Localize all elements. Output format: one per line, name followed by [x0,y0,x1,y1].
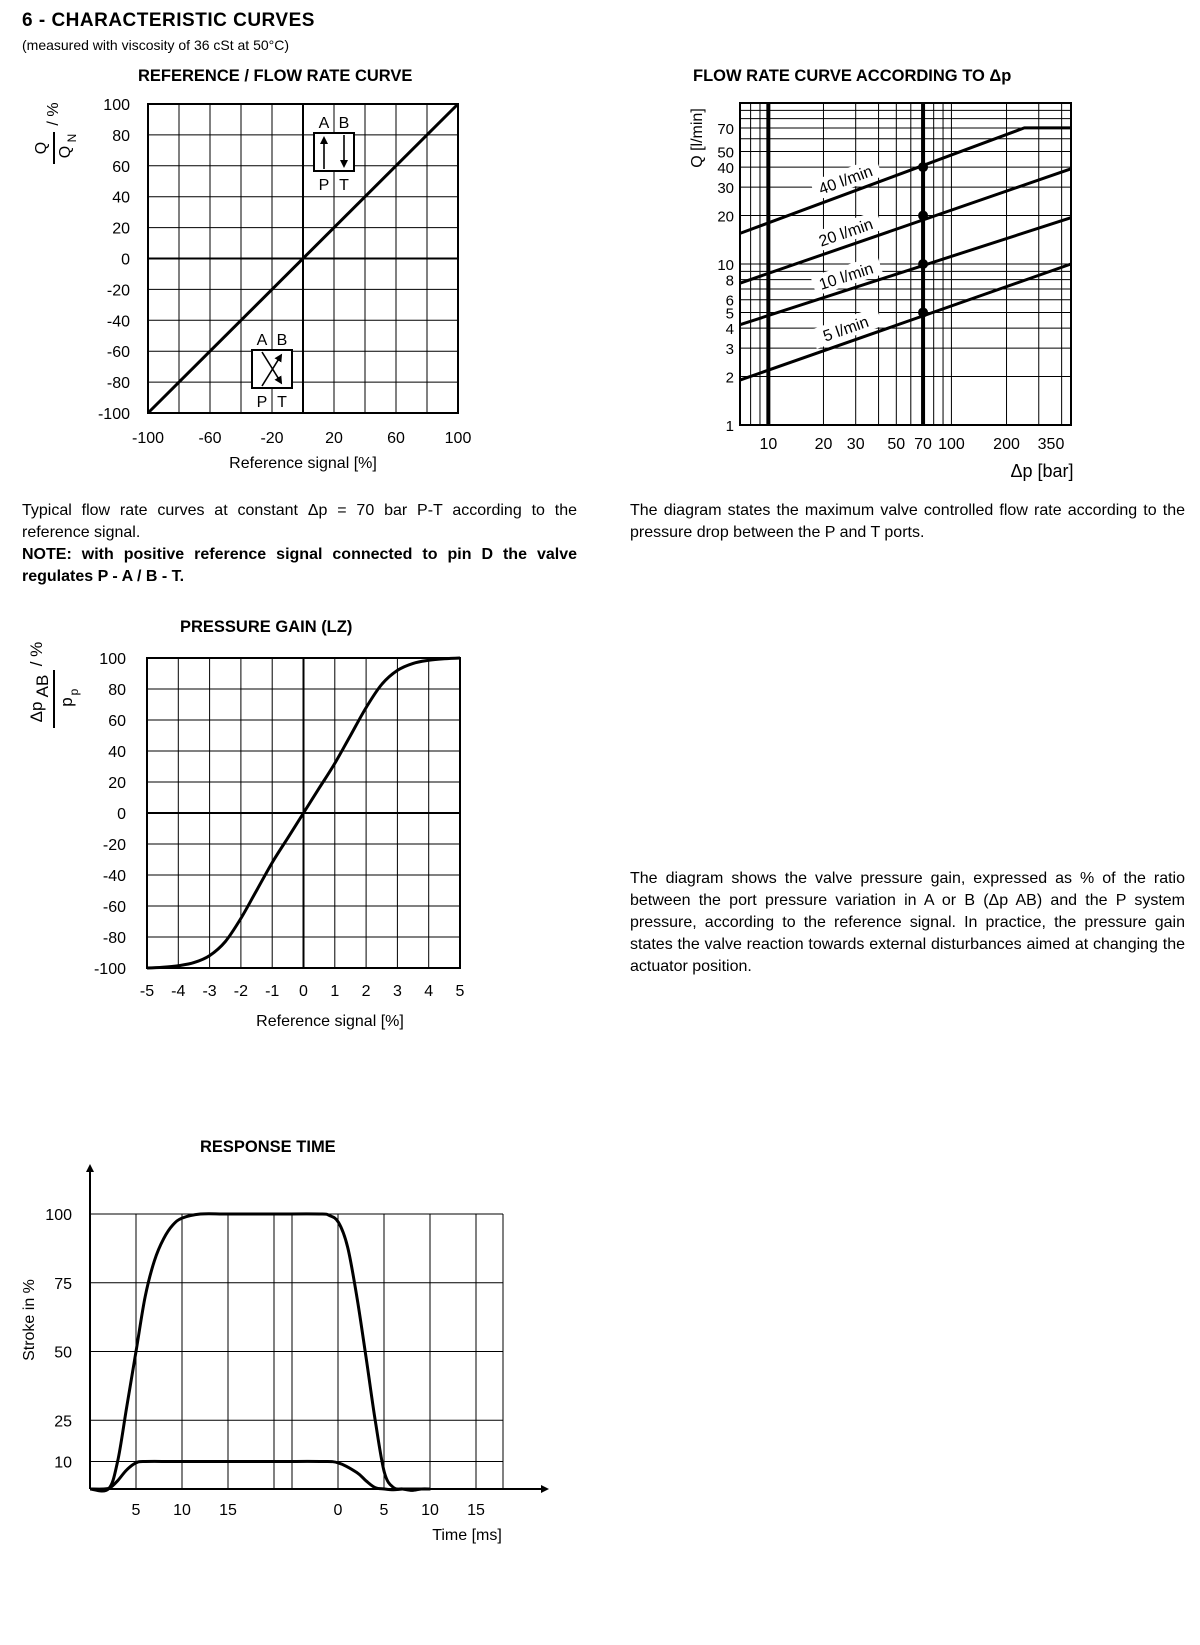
y-tick-label: -40 [102,868,126,885]
x-tick-label: 0 [299,983,308,1000]
data-marker [918,307,928,317]
x-tick-label: 50 [887,436,906,453]
x-tick-label: -3 [202,983,217,1000]
data-marker [918,211,928,221]
x-tick-label: -4 [171,983,186,1000]
data-marker [918,259,928,269]
description-reference-flow-note: NOTE: with positive reference signal connected to pin D the valve regulates P - A / B - T. [22,546,577,585]
x-tick-label: 30 [846,436,865,453]
x-tick-label: 20 [325,430,343,447]
y-tick-label: -20 [106,282,130,300]
x-tick-label: -1 [265,983,280,1000]
chart-title-pressure-gain: PRESSURE GAIN (LZ) [180,618,353,636]
x-tick-label: 100 [938,436,965,453]
y-tick-label: 25 [54,1413,72,1431]
x-tick-label: 10 [173,1502,191,1519]
y-tick-label: -40 [106,313,130,331]
y-tick-label: 3 [725,341,734,359]
section-subtitle: (measured with viscosity of 36 cSt at 50°C) [22,37,290,53]
y-tick-label: 8 [725,272,734,290]
y-axis-label-unit: / % [45,102,62,126]
symbol-port-b: B [276,332,288,349]
x-tick-label: 5 [131,1502,141,1519]
y-tick-label: 40 [717,160,734,178]
y-tick-label: 1 [725,418,734,435]
y-tick-label: 75 [54,1275,72,1293]
y-tick-label: -80 [106,375,130,393]
y-tick-label: 20 [112,220,130,238]
y-tick-label: -60 [106,344,130,362]
x-tick-label: 0 [333,1502,343,1519]
x-tick-label: 10 [421,1502,439,1519]
y-tick-label: -100 [93,961,126,978]
y-tick-label: -80 [102,930,126,947]
x-tick-label: 10 [759,436,778,453]
x-tick-label: -60 [198,430,222,447]
series-line [740,128,1071,233]
series-line [90,1214,430,1491]
y-axis-label: Stroke in % [21,1279,38,1361]
x-tick-label: 60 [387,430,405,447]
x-tick-label: 100 [444,430,472,447]
y-axis-label [27,642,81,728]
y-tick-label: 2 [725,369,734,387]
section-title: 6 - CHARACTERISTIC CURVES [22,10,315,31]
y-axis-label-num-sub: AB [33,674,52,698]
x-tick-label: 350 [1037,436,1065,453]
x-tick-label: 3 [392,983,402,1000]
symbol-port-b: B [338,115,350,132]
chart-title-response-time: RESPONSE TIME [200,1138,336,1156]
y-tick-label: 100 [45,1207,72,1224]
symbol-port-t: T [339,177,349,194]
y-axis-label-num: Δp [27,701,46,723]
symbol-port-t: T [277,394,287,411]
x-axis-label: Time [ms] [432,1527,502,1544]
y-axis-label-den-sub: N [65,133,79,143]
y-tick-label: 20 [717,208,734,226]
y-tick-label: 0 [121,251,130,269]
series-label: 40 l/min [816,163,876,199]
valve-symbol-box [314,133,354,171]
y-tick-label: 10 [54,1454,72,1472]
series-label: 5 l/min [821,313,872,346]
y-tick-label: 4 [725,321,734,339]
x-tick-label: -2 [233,983,249,1000]
x-tick-label: -20 [260,430,284,447]
y-tick-label: 100 [103,97,130,114]
x-axis-label: Reference signal [%] [229,455,377,472]
y-tick-label: 40 [112,189,130,207]
series-label: 20 l/min [816,216,876,251]
x-tick-label: 4 [424,983,434,1000]
y-tick-label: 80 [112,127,130,145]
y-tick-label: 50 [54,1344,72,1362]
y-tick-label: 10 [717,257,734,274]
y-axis-label-den-sub: p [67,688,81,696]
x-axis-label: Δp [bar] [1010,461,1074,481]
series-line [740,169,1071,283]
y-tick-label: 60 [112,158,130,176]
y-tick-label: 50 [717,144,734,162]
chart-title-flow-dp: FLOW RATE CURVE ACCORDING TO Δp [693,67,1012,85]
y-tick-label: -60 [102,899,126,916]
x-tick-label: 15 [467,1502,485,1519]
y-axis-label-num: Q [33,141,50,155]
chart-title-reference-flow: REFERENCE / FLOW RATE CURVE [138,67,413,85]
y-tick-label: 0 [117,806,126,823]
y-tick-label: 40 [108,744,126,761]
y-tick-label: 20 [108,775,126,792]
y-tick-label: 70 [717,120,734,138]
x-tick-label: 1 [330,983,340,1000]
y-tick-label: -100 [97,406,130,423]
x-axis-label: Reference signal [%] [256,1013,404,1030]
x-tick-label: 5 [379,1502,389,1519]
x-tick-label: 200 [993,436,1020,453]
x-tick-label: -5 [139,983,155,1000]
y-axis-label: Q [l/min] [689,108,706,168]
symbol-port-p: P [256,394,268,411]
y-tick-label: 60 [108,713,126,730]
x-tick-label: 15 [219,1502,237,1519]
description-flow-dp: The diagram states the maximum valve controlled flow rate according to the pressure drop between the P and T ports. [630,502,1185,541]
series-line [740,264,1071,380]
y-axis-label [33,102,79,164]
description-reference-flow-text: Typical flow rate curves at constant Δp = 70 bar P-T according to the reference signal. [22,502,577,541]
y-tick-label: 6 [725,292,734,310]
y-tick-label: 80 [108,682,126,699]
symbol-port-p: P [318,177,330,194]
y-tick-label: 5 [725,305,734,323]
y-tick-label: 30 [717,180,734,198]
x-tick-label: 2 [361,983,371,1000]
y-tick-label: -20 [102,837,126,854]
x-tick-label: -100 [131,430,165,447]
series-line [90,1461,430,1489]
y-axis-label-den: p [57,697,76,707]
y-axis-label-den: Q [57,145,74,159]
y-tick-label: 100 [99,651,126,668]
series-label: 10 l/min [817,260,876,294]
symbol-port-a: A [256,332,268,349]
description-pressure-gain: The diagram shows the valve pressure gain, expressed as % of the ratio between the port pressure variation in A or B (Δp AB) and the P system pressure, according to the reference signal. In practice, the pressure gain states the valve reaction towards external disturbances aimed at changing the actuator position. [630,870,1185,975]
x-tick-label: 5 [455,983,465,1000]
symbol-port-a: A [318,115,330,132]
y-axis-label-unit: / % [27,641,46,667]
data-marker [918,162,928,172]
x-tick-label: 70 [914,436,932,453]
x-tick-label: 20 [814,436,833,453]
